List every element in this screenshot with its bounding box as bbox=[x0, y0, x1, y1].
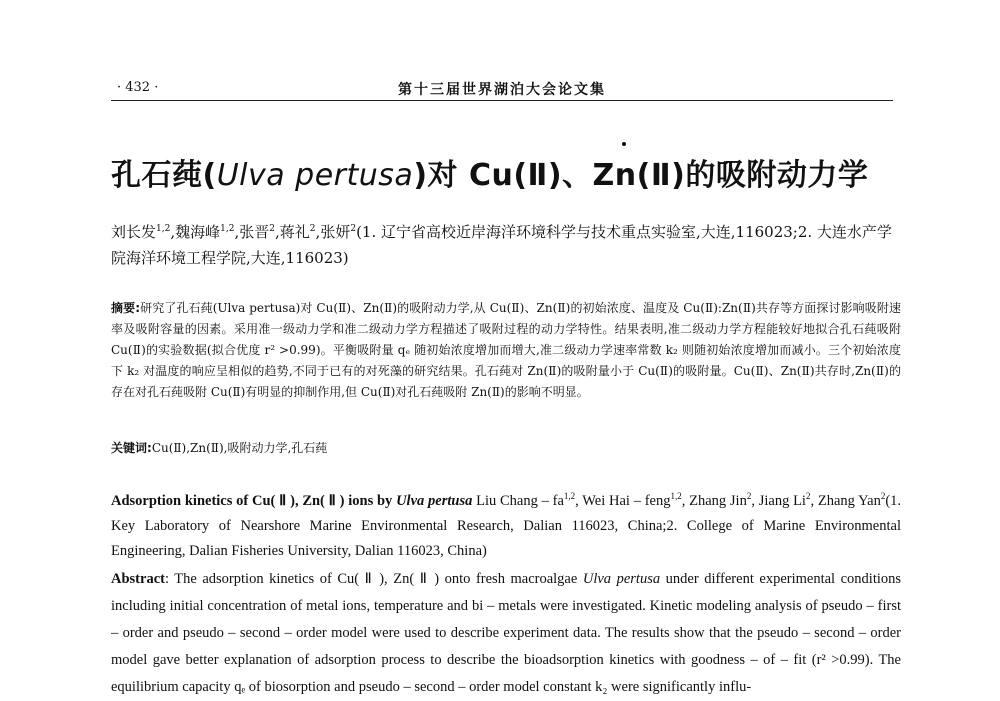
author-2-sup: 1,2 bbox=[220, 224, 235, 234]
english-author-4: , Jiang Li bbox=[751, 493, 806, 509]
authors-cn: 刘长发$^{1,2}$,魏海峰$^{1,2}$,张晋$^2$,蒋礼$^2$,张妍$^2$(1. 辽宁省高校近岸海洋环境科学与技术重点实验室,大连,116023;2. 大连水产学院海洋环境工程学院,大连,116023) bbox=[111, 223, 892, 267]
english-author-3-sup: 2 bbox=[746, 491, 752, 502]
ink-dot bbox=[622, 142, 626, 146]
keywords-cn bbox=[111, 439, 901, 456]
author-1-sup: 1,2 bbox=[156, 224, 171, 234]
english-affiliation: (1. Key Laboratory of Nearshore Marine Environmental Research, Dalian 116023, China;2. College of Marine Environmental Engineering, Dalian Fisheries University, Dalian 116023, China) bbox=[111, 493, 902, 559]
author-4-sup: 2 bbox=[309, 224, 316, 234]
title-prefix: 孔石莼( bbox=[111, 158, 217, 193]
english-author-2-sup: 1,2 bbox=[670, 491, 682, 502]
author-2: 魏海峰 bbox=[175, 223, 221, 241]
abstract-en-part-2: under different experimental conditions including initial concentration of metal ions, temperature and bi – metals were investigated. Kinetic modeling analysis of pseudo – first – order and pseudo – second – order model were used to describe experiment data. The results show that the pseudo – second – order model gave better explanation of adsorption process to describe the bioadsorption kinetics with goodness – of – fit (r² >0.99). The equilibrium capacity qₑ of biosorption and pseudo – second – order model constant k₂ were significantly influ- bbox=[111, 571, 902, 695]
english-author-3: , Zhang Jin bbox=[681, 493, 747, 509]
affiliation-cn: (1. 辽宁省高校近岸海洋环境科学与技术重点实验室,大连,116023;2. 大连水产学院海洋环境工程学院,大连,116023) bbox=[111, 223, 892, 267]
page-number: · 432 · bbox=[117, 80, 159, 95]
paper-title-cn bbox=[111, 150, 868, 194]
english-title-species: Ulva pertusa bbox=[396, 493, 473, 509]
running-header bbox=[111, 76, 893, 101]
english-author-1: Liu Chang – fa bbox=[476, 493, 564, 509]
english-author-5: , Zhang Yan bbox=[810, 493, 881, 509]
abstract-label-cn: 摘要: bbox=[111, 301, 141, 315]
author-5: 张妍 bbox=[320, 223, 351, 241]
english-author-2: , Wei Hai – feng bbox=[575, 493, 671, 509]
english-author-5-sup: 2 bbox=[880, 491, 886, 502]
journal-title: 第十三届世界湖泊大会论文集 bbox=[398, 82, 606, 98]
abstract-label-en: Abstract bbox=[111, 571, 165, 587]
keywords-label-cn: 关键词: bbox=[111, 441, 152, 455]
abstract-en-species: Ulva pertusa bbox=[582, 571, 661, 587]
author-3-sup: 2 bbox=[269, 224, 275, 234]
author-4: 蒋礼 bbox=[279, 223, 310, 241]
keywords-text-cn: Cu(Ⅱ),Zn(Ⅱ),吸附动力学,孔石莼 bbox=[151, 441, 328, 455]
title-suffix: )对 Cu(Ⅱ)、Zn(Ⅱ)的吸附动力学 bbox=[413, 158, 869, 193]
english-author-1-sup: 1,2 bbox=[563, 491, 576, 502]
abstract-cn bbox=[111, 298, 901, 403]
english-title: Adsorption kinetics of Cu( Ⅱ ), Zn( Ⅱ ) ions by bbox=[111, 493, 393, 509]
abstract-text-cn: 研究了孔石莼(Ulva pertusa)对 Cu(Ⅱ)、Zn(Ⅱ)的吸附动力学,从 Cu(Ⅱ)、Zn(Ⅱ)的初始浓度、温度及 Cu(Ⅱ):Zn(Ⅱ)共存等方面探讨影响吸附速率及吸附容量的因素。采用准一级动力学和准二级动力学方程描述了吸附过程的动力学特性。结果表明,准二级动力学方程能较好地拟合孔石莼吸附 Cu(Ⅱ)的实验数据(拟合优度 r² >0.99)。平衡吸附量 qₑ 随初始浓度增加而增大,准二级动力学速率常数 k₂ 则随初始浓度增加而减小。三个初始浓度下 k₂ 对温度的响应呈相似的趋势,不同于已有的对死藻的研究结果。孔石莼对 Zn(Ⅱ)的吸附量小于 Cu(Ⅱ)的吸附量。Cu(Ⅱ)、Zn(Ⅱ)共存时,Zn(Ⅱ)的存在对孔石莼吸附 Cu(Ⅱ)有明显的抑制作用,但 Cu(Ⅱ)对孔石莼吸附 Zn(Ⅱ)的影响不明显。 bbox=[111, 301, 901, 399]
english-author-4-sup: 2 bbox=[805, 491, 811, 502]
abstract-en-part-1: : The adsorption kinetics of Cu( Ⅱ ), Zn( Ⅱ ) onto fresh macroalgae bbox=[164, 571, 578, 587]
abstract-en bbox=[111, 566, 901, 701]
author-3: 张晋 bbox=[239, 223, 270, 241]
title-species: Ulva pertusa bbox=[216, 158, 414, 193]
author-5-sup: 2 bbox=[350, 224, 357, 234]
author-1: 刘长发 bbox=[111, 223, 157, 241]
english-title-block bbox=[111, 489, 901, 564]
